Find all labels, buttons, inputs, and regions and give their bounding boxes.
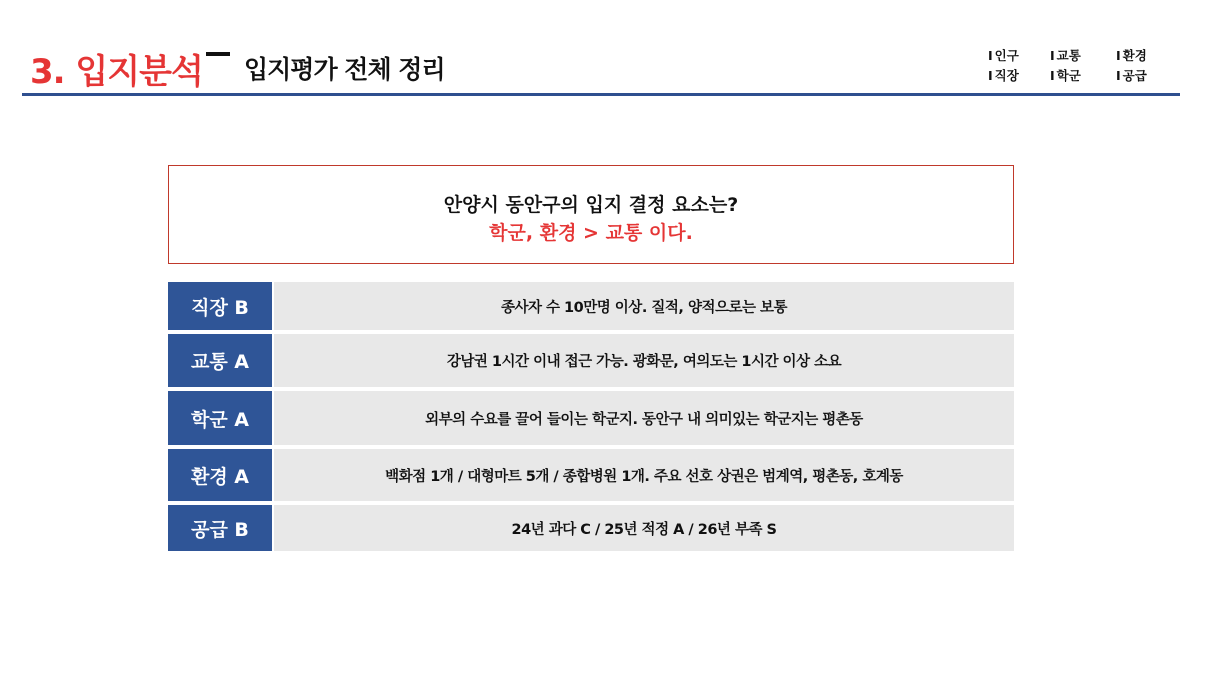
row-label: 환경 A (168, 449, 272, 501)
row-label: 교통 A (168, 334, 272, 387)
nav-item-transport[interactable]: I 교통 (1050, 46, 1116, 64)
page-header (22, 38, 1180, 96)
title-dash-divider (206, 52, 230, 56)
table-row (168, 505, 1014, 551)
section-nav (988, 46, 1156, 84)
row-description: 외부의 수요를 끌어 들이는 학군지. 동안구 내 의미있는 학군지는 평촌동 (274, 391, 1014, 445)
nav-item-population[interactable]: I 인구 (988, 46, 1050, 64)
row-label: 직장 B (168, 282, 272, 330)
table-row (168, 391, 1014, 445)
nav-item-workplace[interactable]: I 직장 (988, 66, 1050, 84)
nav-item-school[interactable]: I 학군 (1050, 66, 1116, 84)
row-description: 백화점 1개 / 대형마트 5개 / 종합병원 1개. 주요 선호 상권은 범계역, 평촌동, 호계동 (274, 449, 1014, 501)
nav-item-environment[interactable]: I 환경 (1116, 46, 1156, 64)
evaluation-table (168, 282, 1014, 555)
question-text: 안양시 동안구의 입지 결정 요소는? (443, 194, 739, 216)
section-title: 3. 입지분석 (30, 52, 203, 92)
nav-item-supply[interactable]: I 공급 (1116, 66, 1156, 84)
page-subtitle: 입지평가 전체 정리 (244, 55, 445, 84)
answer-text: 학군, 환경 > 교통 이다. (489, 222, 693, 244)
table-row (168, 334, 1014, 387)
question-box (168, 165, 1014, 264)
table-row (168, 282, 1014, 330)
row-label: 공급 B (168, 505, 272, 551)
row-label: 학군 A (168, 391, 272, 445)
row-description: 강남권 1시간 이내 접근 가능. 광화문, 여의도는 1시간 이상 소요 (274, 334, 1014, 387)
row-description: 24년 과다 C / 25년 적정 A / 26년 부족 S (274, 505, 1014, 551)
row-description: 종사자 수 10만명 이상. 질적, 양적으로는 보통 (274, 282, 1014, 330)
table-row (168, 449, 1014, 501)
